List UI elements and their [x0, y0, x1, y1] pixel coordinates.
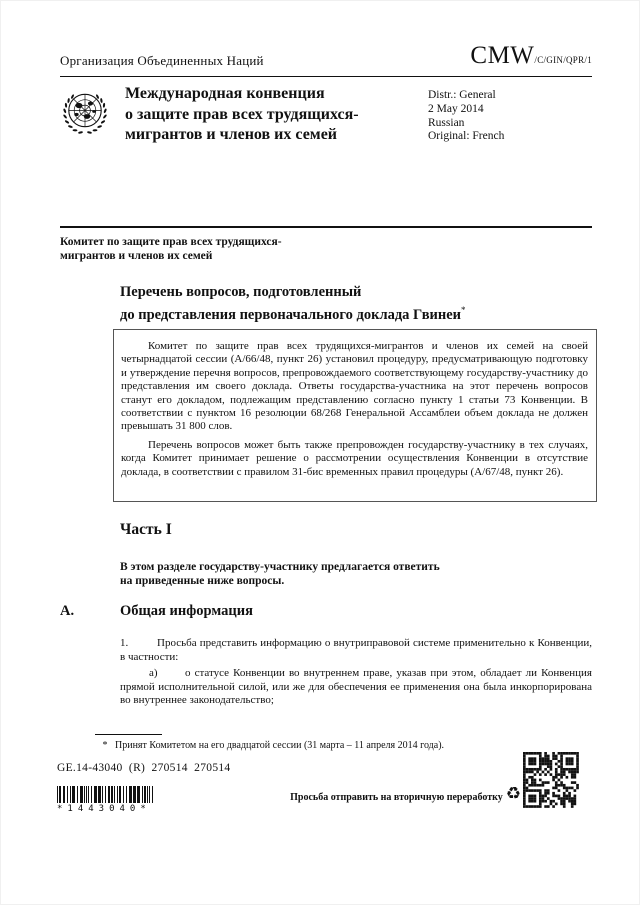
document-title-line1: Перечень вопросов, подготовленный: [120, 284, 362, 300]
section-a-heading: [60, 603, 592, 620]
footnote-marker: *: [461, 304, 466, 315]
part-1-heading: Часть I: [120, 521, 172, 538]
barcode: [57, 786, 157, 814]
document-reference-line: GE.14-43040 (R) 270514 270514: [57, 762, 231, 774]
document-title: [120, 284, 590, 324]
paragraph-1a-label: a): [149, 667, 158, 679]
masthead-rule: [60, 226, 592, 228]
footnote-star: *: [102, 740, 108, 751]
summary-paragraph-2: Перечень вопросов может быть также препровожден государству-участнику в тех случаях, когда Комитет принимает решение о рассмотрении осуществления Конвенции в отсутствие доклада, в соответствии с правилом 31-бис временных правил процедуры (A/67/48, пункт 26).: [121, 438, 588, 478]
barcode-text: *1443040*: [57, 804, 151, 814]
doc-symbol-main: CMW: [470, 42, 535, 69]
paragraph-1-number: 1.: [120, 637, 129, 649]
recycle-text: Просьба отправить на вторичную переработку: [290, 792, 503, 803]
footnote-rule: [95, 734, 162, 735]
distribution-info: Distr.: General 2 May 2014 Russian Original: French: [428, 89, 505, 143]
summary-box: [113, 329, 597, 502]
recycle-notice: [290, 784, 521, 806]
header-rule: [60, 76, 592, 77]
summary-paragraph-1: Комитет по защите прав всех трудящихся-мигрантов и членов их семей на своей четырнадцатой сессии (A/66/48, пункт 26) установил процедуру, предусматривающую подготовку и утверждение перечня вопросов, препровождаемого соответствующему государству-участнику до представления им своего доклада. Ответы государства-участника на этот перечень вопросов станут его докладом, подлежащим представлению согласно пункту 1 статьи 73 Конвенции. В соответствии с пунктом 16 резолюции 68/268 Генеральной Ассамблеи объем доклада не должен превышать 31 800 слов.: [121, 340, 588, 433]
document-title-line2: до представления первоначального доклада Гвинеи: [120, 306, 462, 323]
org-name: Организация Объединенных Наций: [60, 53, 264, 68]
section-a-title: Общая информация: [120, 603, 253, 619]
paragraph-1a-text: о статусе Конвенции во внутреннем праве, указав при этом, обладает ли Конвенция прямой исполнительной силой, или же для обеспечения ее применения она была инкорпорирована во внутреннее законодательство;: [120, 667, 592, 707]
part-1-intro: В этом разделе государству-участнику предлагается ответить на приведенные ниже вопросы.: [120, 561, 440, 587]
footnote: [95, 740, 565, 753]
paragraph-1a: [120, 667, 592, 708]
paragraph-1: [120, 637, 592, 664]
section-a-label: A.: [60, 603, 75, 619]
doc-symbol-sub: /C/GIN/QPR/1: [534, 55, 592, 65]
document-symbol: [470, 42, 592, 70]
convention-title: Международная конвенция о защите прав всех трудящихся- мигрантов и членов их семей: [125, 85, 359, 143]
footnote-text: Принят Комитетом на его двадцатой сессии (31 марта – 11 апреля 2014 года).: [115, 740, 445, 751]
recycle-icon: ♻: [505, 784, 521, 804]
committee-name: Комитет по защите прав всех трудящихся- мигрантов и членов их семей: [60, 236, 282, 262]
paragraph-1-text: Просьба представить информацию о внутриправовой системе применительно к Конвенции, в частности:: [120, 637, 592, 663]
qr-code: [523, 752, 581, 808]
un-emblem-icon: [56, 84, 114, 142]
